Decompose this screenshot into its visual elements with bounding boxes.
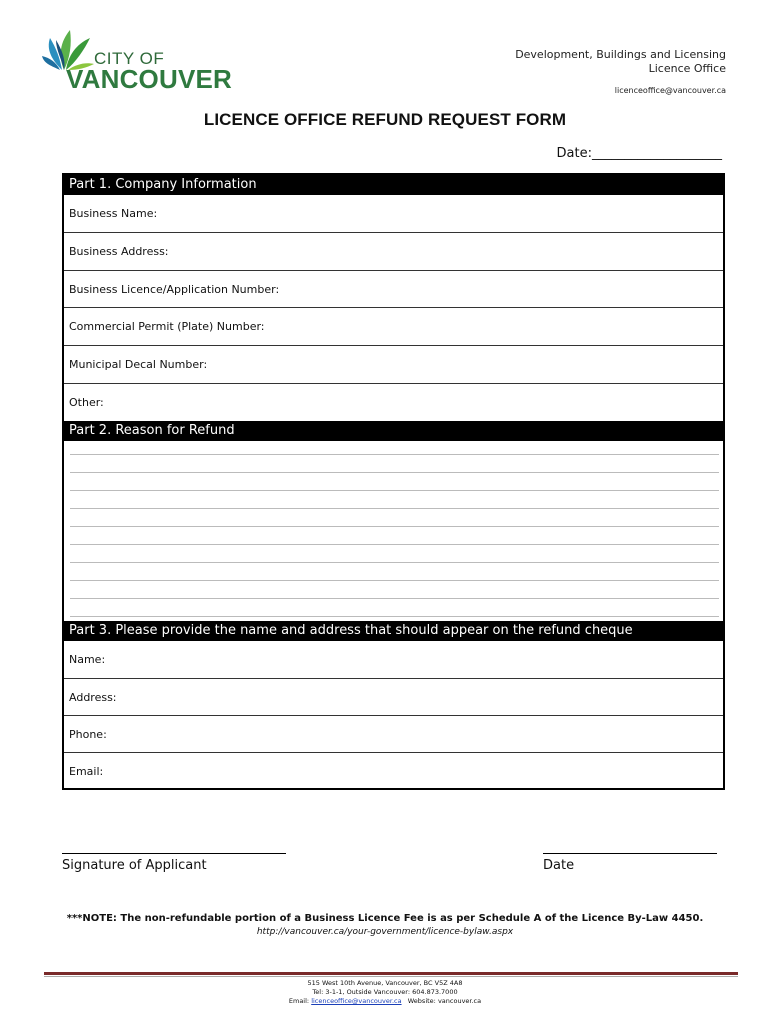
office-email: licenceoffice@vancouver.ca: [614, 86, 726, 95]
office-name: Licence Office: [648, 62, 726, 75]
footer-address: 515 West 10th Avenue, Vancouver, BC V5Z 4A8: [307, 979, 463, 987]
business-licence-number-field[interactable]: Business Licence/Application Number:: [64, 270, 723, 307]
part1-heading: Part 1. Company Information: [64, 175, 723, 195]
footer-divider-thin: [44, 976, 738, 977]
reason-line[interactable]: [70, 562, 719, 563]
municipal-decal-field[interactable]: Municipal Decal Number:: [64, 345, 723, 382]
part3-heading: Part 3. Please provide the name and address that should appear on the refund cheque: [64, 621, 723, 641]
footer-email-label: Email:: [288, 997, 310, 1005]
signature-line[interactable]: [62, 853, 286, 854]
footer-website-label: Website:: [407, 997, 436, 1005]
footer-website[interactable]: vancouver.ca: [437, 997, 482, 1005]
footer-contact: [0, 997, 770, 1006]
logo-vancouver-text: VANCOUVER: [66, 64, 233, 94]
email-field[interactable]: Email:: [64, 752, 723, 789]
footer-divider: [44, 972, 738, 975]
department-name: Development, Buildings and Licensing: [515, 48, 726, 61]
part2-heading: Part 2. Reason for Refund: [64, 421, 723, 441]
reason-line[interactable]: [70, 544, 719, 545]
reason-line[interactable]: [70, 508, 719, 509]
address-field[interactable]: Address:: [64, 678, 723, 715]
signature-date-label: Date: [543, 858, 575, 873]
logo-city-text: CITY OF: [94, 49, 165, 68]
reason-line[interactable]: [70, 454, 719, 455]
signature-date-line[interactable]: [543, 853, 717, 854]
business-name-field[interactable]: Business Name:: [69, 207, 158, 220]
name-field[interactable]: Name:: [69, 653, 106, 666]
reason-line[interactable]: [70, 490, 719, 491]
reason-line[interactable]: [70, 598, 719, 599]
fee-note: ***NOTE: The non-refundable portion of a Business Licence Fee is as per Schedule A of the Licence By-Law 4450.: [66, 913, 704, 924]
footer-phone: Tel: 3-1-1, Outside Vancouver: 604.873.7000: [312, 988, 458, 996]
other-field[interactable]: Other:: [64, 383, 723, 420]
bylaw-link[interactable]: http://vancouver.ca/your-government/licence-bylaw.aspx: [256, 927, 514, 937]
form-table: [62, 173, 725, 790]
reason-line[interactable]: [70, 580, 719, 581]
signature-label: Signature of Applicant: [62, 858, 207, 873]
footer-email-link[interactable]: licenceoffice@vancouver.ca: [311, 997, 402, 1005]
phone-field[interactable]: Phone:: [64, 715, 723, 752]
form-title: LICENCE OFFICE REFUND REQUEST FORM: [203, 110, 567, 129]
date-field[interactable]: Date:____________________: [556, 146, 722, 161]
city-logo: [42, 20, 233, 95]
commercial-permit-field[interactable]: Commercial Permit (Plate) Number:: [64, 307, 723, 344]
reason-line[interactable]: [70, 526, 719, 527]
business-address-field[interactable]: Business Address:: [64, 232, 723, 269]
reason-line[interactable]: [70, 616, 719, 617]
reason-line[interactable]: [70, 472, 719, 473]
